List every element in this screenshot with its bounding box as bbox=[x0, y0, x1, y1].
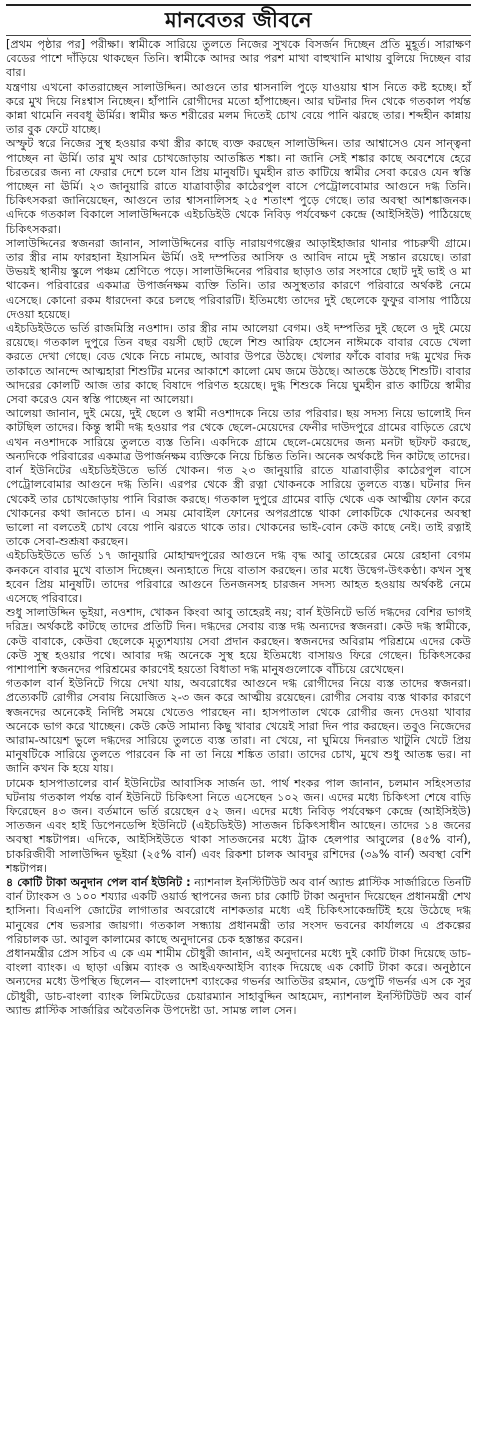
article-paragraph: অস্ফুট স্বরে নিজের সুস্থ হওয়ার কথা স্ত্রীর কাছে ব্যক্ত করছেন সালাউদ্দিন। তার আশ্বাসেও যেন সান্ত্বনা পাচ্ছেন না ঊর্মি। তার মুখ আর চোখজোড়ায় আতঙ্কিত শঙ্কা। না জানি সেই শঙ্কার কাছে অবশেষে হেরে চিরতরের জন্য না ফেরার দেশে চলে যান প্রিয় মানুষটি। ঘুমহীন রাত কাটিয়ে স্বামীর সেবা করেও যেন স্বস্তি পাচ্ছেন না ঊর্মি। ২৩ জানুয়ারি রাতে যাত্রাবাড়ীর কাঠেরপুল বাসে পেট্রোলবোমার আগুনে দগ্ধ তিনি। চিকিৎসকরা জানিয়েছেন, আগুনে তার শ্বাসনালিসহ ২৫ শতাংশ পুড়ে গেছে। তার অবস্থা আশঙ্কাজনক। এদিকে গতকাল বিকালে সালাউদ্দিনকে এইচডিইউ থেকে নিবিড় পর্যবেক্ষণ কেন্দ্রে (আইসিইউ) পাঠিয়েছে চিকিৎসকরা। bbox=[6, 137, 471, 236]
subsection-paragraph bbox=[6, 876, 471, 947]
article-paragraph: শুধু সালাউদ্দিন ভূইয়া, নওশাদ, খোকন কিংবা আবু তাহেরই নয়; বার্ন ইউনিটে ভর্তি দগ্ধদের বেশির ভাগই দরিদ্র। অর্থকষ্টে কাটছে তাদের প্রতিটি দিন। দগ্ধদের সেবায় ব্যস্ত দগ্ধ অন্যদের স্বজনরা। কেউ দগ্ধ স্বামীকে, কেউ বাবাকে, কেউবা ছেলেকে মৃত্যুশয্যায় সেবা প্রদান করছেন। স্বজনদের অবিরাম পরিশ্রমে এদের কেউ কেউ সুস্থ হওয়ার পথে। আবার দগ্ধ অনেকে সুস্থ হয়ে ইতিমধ্যে বাসায়ও ফিরে গেছেন। চিকিৎসকের পাশাপাশি স্বজনদের পরিশ্রমের কারণেই হয়তো বিধাতা দগ্ধ মানুষগুলোকে বাঁচিয়ে রেখেছেন। bbox=[6, 606, 471, 676]
article-body bbox=[6, 38, 471, 1018]
article-headline: মানবেতর জীবনে bbox=[165, 7, 312, 32]
subsection-title: ৪ কোটি টাকা অনুদান পেল বার্ন ইউনিট : bbox=[6, 875, 191, 889]
article-paragraph: যন্ত্রণায় এখনো কাতরাচ্ছেন সালাউদ্দিন। আগুনে তার শ্বাসনালি পুড়ে যাওয়ায় শ্বাস নিতে কষ্ট হচ্ছে। হাঁ করে মুখ দিয়ে নিঃশ্বাস নিচ্ছেন। হাঁপানি রোগীদের মতো হাঁপাচ্ছেন। আর ঘটনার দিন থেকে গতকাল পর্যন্ত কান্না থামেনি নববধূ ঊর্মির। স্বামীর ক্ষত শরীরের মলম দিতেই চোখ বেয়ে পানি ঝরছে তার। শব্দহীন কান্নায় তার বুক ফেটে যাচ্ছে। bbox=[6, 80, 471, 137]
article-paragraph: বার্ন ইউনিটের এইচডিইউতে ভর্তি খোকন। গত ২৩ জানুয়ারি রাতে যাত্রাবাড়ীর কাঠেরপুল বাসে পেট্রোলবোমার আগুনে দগ্ধ তিনি। এরপর থেকে স্ত্রী রত্না খোকনকে সারিয়ে তুলতে ব্যস্ত। ঘটনার দিন থেকেই তার চোখজোড়ায় পানি বিরাজ করছে। গতকাল দুপুরে গ্রামের বাড়ি থেকে এক আত্মীয় ফোন করে খোকনের কথা জানতে চান। এ সময় মোবাইল ফোনের অপরপ্রান্তে থাকা লোকটিকে খোকনের অবস্থা ভালো না বলতেই চোখ বেয়ে পানি ঝরতে থাকে তার। খোকনের ভাই-বোন কেউ কাছে নেই। তাই রত্নাই তাকে সেবা-শুশ্রূষা করছেন। bbox=[6, 464, 471, 549]
article-paragraph: এইচডিইউতে ভর্তি রাজমিস্ত্রি নওশাদ। তার স্ত্রীর নাম আলেয়া বেগম। ওই দম্পতির দুই ছেলে ও দুই মেয়ে রয়েছে। গতকাল দুপুরে তিন বছর বয়সী ছোট ছেলে শিশু আরিফ হোসেন নাঈমকে বাবার বেডে খেলা করতে দেখা গেছে। বেড থেকে নিচে নামছে, আবার উপরে উঠছে। খেলার ফাঁকে বাবার দগ্ধ মুখের দিক তাকাতে আনন্দে আত্মহারা শিশুটির মনের আকাশে কালো মেঘ জমে উঠছে। আতঙ্কে উঠছে শিশুটি। বাবার আদরের কোলটি আজ তার কাছে বিষাদে পরিণত হয়েছে। দুগ্ধ শিশুকে নিয়ে ঘুমহীন রাত কাটিয়ে স্বামীর সেবা করেও যেন স্বস্তি পাচ্ছেন না আলেয়া। bbox=[6, 322, 471, 407]
article-paragraph: গতকাল বার্ন ইউনিটে গিয়ে দেখা যায়, অবরোধের আগুনে দগ্ধ রোগীদের নিয়ে ব্যস্ত তাদের স্বজনরা। প্রত্যেকটি রোগীর সেবায় নিয়োজিত ২-৩ জন করে আত্মীয় রয়েছেন। রোগীর সেবায় ব্যস্ত থাকার কারণে স্বজনদের অনেকেই নির্দিষ্ট সময়ে খেতেও পারছেন না। হাসপাতাল থেকে রোগীর জন্য দেওয়া খাবার অনেকে ভাগ করে খাচ্ছেন। কেউ কেউ সামান্য কিছু খাবার খেয়েই সারা দিন পার করছেন। তবুও নিজেদের আরাম-আয়েশ ভুলে দগ্ধদের সারিয়ে তুলতে ব্যস্ত তারা। না খেয়ে, না ঘুমিয়ে দিনরাত খাটুনি খেটে প্রিয় মানুষটিকে সারিয়ে তুলতে পারবেন কি না তা নিয়ে শঙ্কিত তারা। তাদের চোখ, মুখে শুধু আতঙ্ক ভর। না জানি কখন কি হয়ে যায়। bbox=[6, 677, 471, 776]
subsection-text: ন্যাশনাল ইনস্টিটিউট অব বার্ন অ্যান্ড প্লাস্টিক সার্জারিতে তিনটি বার্ন ট্যাংকস ও ১০০ শয্যার একটি ওয়ার্ড স্থাপনের জন্য চার কোটি টাকা অনুদান দিয়েছেন প্রধানমন্ত্রী শেখ হাসিনা। বিএনপি জোটের লাগাতার অবরোধে নাশকতার মধ্যে এই চিকিৎসাকেন্দ্রটিই হয়ে উঠেছে দগ্ধ মানুষের শেষ ভরসার জায়গা। গতকাল সন্ধ্যায় প্রধানমন্ত্রী তার সংসদ ভবনের কার্যালয়ে এ প্রকল্পের পরিচালক ডা. আবুল কালামের কাছে অনুদানের চেক হস্তান্তর করেন। bbox=[6, 875, 472, 946]
article-paragraph: সালাউদ্দিনের স্বজনরা জানান, সালাউদ্দিনের বাড়ি নারায়ণগঞ্জের আড়াইহাজার থানার পাচরুখী গ্রামে। তার স্ত্রীর নাম ফারহানা ইয়াসমিন ঊর্মি। ওই দম্পতির আসিফ ও আবিদ নামে দুই সন্তান রয়েছে। তারা উভয়ই স্থানীয় স্কুলে পঞ্চম শ্রেণিতে পড়ে। সালাউদ্দিনের পরিবার ছাড়াও তার সংসারে ছোট দুই ভাই ও মা থাকেন। পরিবারের একমাত্র উপার্জনক্ষম ব্যক্তি তিনি। তার অসুস্থতার কারণে পরিবারে অর্থকষ্ট নেমে এসেছে। কোনো রকম ধারদেনা করে চলছে পরিবারটি। ইতিমধ্যে তাদের দুই ছেলেকে ফুফুর বাসায় পাঠিয়ে দেওয়া হয়েছে। bbox=[6, 236, 471, 321]
article-paragraph: [প্রথম পৃষ্ঠার পর] পরীক্ষা। স্বামীকে সারিয়ে তুলতে নিজের সুখকে বিসর্জন দিচ্ছেন প্রতি মুহূর্ত। সারাক্ষণ বেডের পাশে দাঁড়িয়ে থাকছেন তিনি। স্বামীকে আদর আর পরশ মাখা বাহুখানি মাথায় বুলিয়ে দিচ্ছেন বার বার। bbox=[6, 38, 471, 80]
article-paragraph: এইচডিইউতে ভর্তি ১৭ জানুয়ারি মোহাম্মদপুরের আগুনে দগ্ধ বৃদ্ধ আবু তাহেরের মেয়ে রেহানা বেগম কনকনে বাবার মুখে বাতাস দিচ্ছেন। অন্যহাতে দিয়ে বাতাস করছেন। তার মধ্যে উদ্বেগ-উৎকণ্ঠা। কখন সুস্থ হবেন প্রিয় মানুষটি। তাদের পরিবারে আগুনে তিনজনসহ চারজন সদস্য আহত হওয়ায় অর্থকষ্ট নেমে এসেছে পরিবারে। bbox=[6, 549, 471, 605]
closing-paragraph: প্রধানমন্ত্রীর প্রেস সচিব এ কে এম শামীম চৌধুরী জানান, এই অনুদানের মধ্যে দুই কোটি টাকা দিয়েছে ডাচ-বাংলা ব্যাংক। এ ছাড়া এক্সিম ব্যাংক ও আইএফআইসি ব্যাংক দিয়েছে এক কোটি টাকা করে। অনুষ্ঠানে অন্যদের মধ্যে উপস্থিত ছিলেন— বাংলাদেশ ব্যাংকের গভর্নর আতিউর রহমান, ডেপুটি গভর্নর এস কে সুর চৌধুরী, ডাচ-বাংলা ব্যাংক লিমিটেডের চেয়ারম্যান সাহাবুদ্দিন আহমেদ, ন্যাশনাল ইনস্টিটিউট অব বার্ন অ্যান্ড প্লাস্টিক সার্জারির অবৈতনিক উপদেষ্টা ডা. সামন্ত লাল সেন। bbox=[6, 947, 471, 1017]
article-paragraph: আলেয়া জানান, দুই মেয়ে, দুই ছেলে ও স্বামী নওশাদকে নিয়ে তার পরিবার। ছয় সদস্য নিয়ে ভালোই দিন কাটছিল তাদের। কিন্তু স্বামী দগ্ধ হওয়ার পর থেকে ছেলে-মেয়েদের ফেনীর দাউদপুরে গ্রামের বাড়িতে রেখে এখন নওশাদকে সারিয়ে তুলতে ব্যস্ত তিনি। একদিকে গ্রামে ছেলে-মেয়েদের জন্য মনটা ছটফট করছে, অন্যদিকে পরিবারের একমাত্র উপার্জনক্ষম ব্যক্তিকে নিয়ে চিন্তিত তিনি। অনেক অর্থকষ্টে দিন কাটছে তাদের। bbox=[6, 407, 471, 463]
article-paragraph: ঢামেক হাসপাতালের বার্ন ইউনিটের আবাসিক সার্জন ডা. পার্থ শংকর পাল জানান, চলমান সহিংসতার ঘটনায় গতকাল পর্যন্ত বার্ন ইউনিটে চিকিৎসা নিতে এসেছেন ১০২ জন। এদের মধ্যে চিকিৎসা শেষে বাড়ি ফিরেছেন ৪৩ জন। বর্তমানে ভর্তি রয়েছেন ৫২ জন। এদের মধ্যে নিবিড় পর্যবেক্ষণ কেন্দ্রে (আইসিইউ) সাতজন এবং হাই ডিপেনডেন্সি ইউনিটে (এইচডিইউ) সাতজন চিকিৎসাধীন আছেন। তাদের ১৪ জনের অবস্থা শঙ্কটাপন্ন। এদিকে, আইসিইউতে থাকা সাতজনের মধ্যে ট্রাক হেলপার আবুলের (৪৫% বার্ন), চাকরিজীবী সালাউদ্দিন ভূইয়া (২৫% বার্ন) এবং রিকশা চালক আবদুর রশিদের (৩৯% বার্ন) অবস্থা বেশি শঙ্কটাপন্ন। bbox=[6, 776, 471, 875]
headline-box bbox=[6, 4, 471, 36]
